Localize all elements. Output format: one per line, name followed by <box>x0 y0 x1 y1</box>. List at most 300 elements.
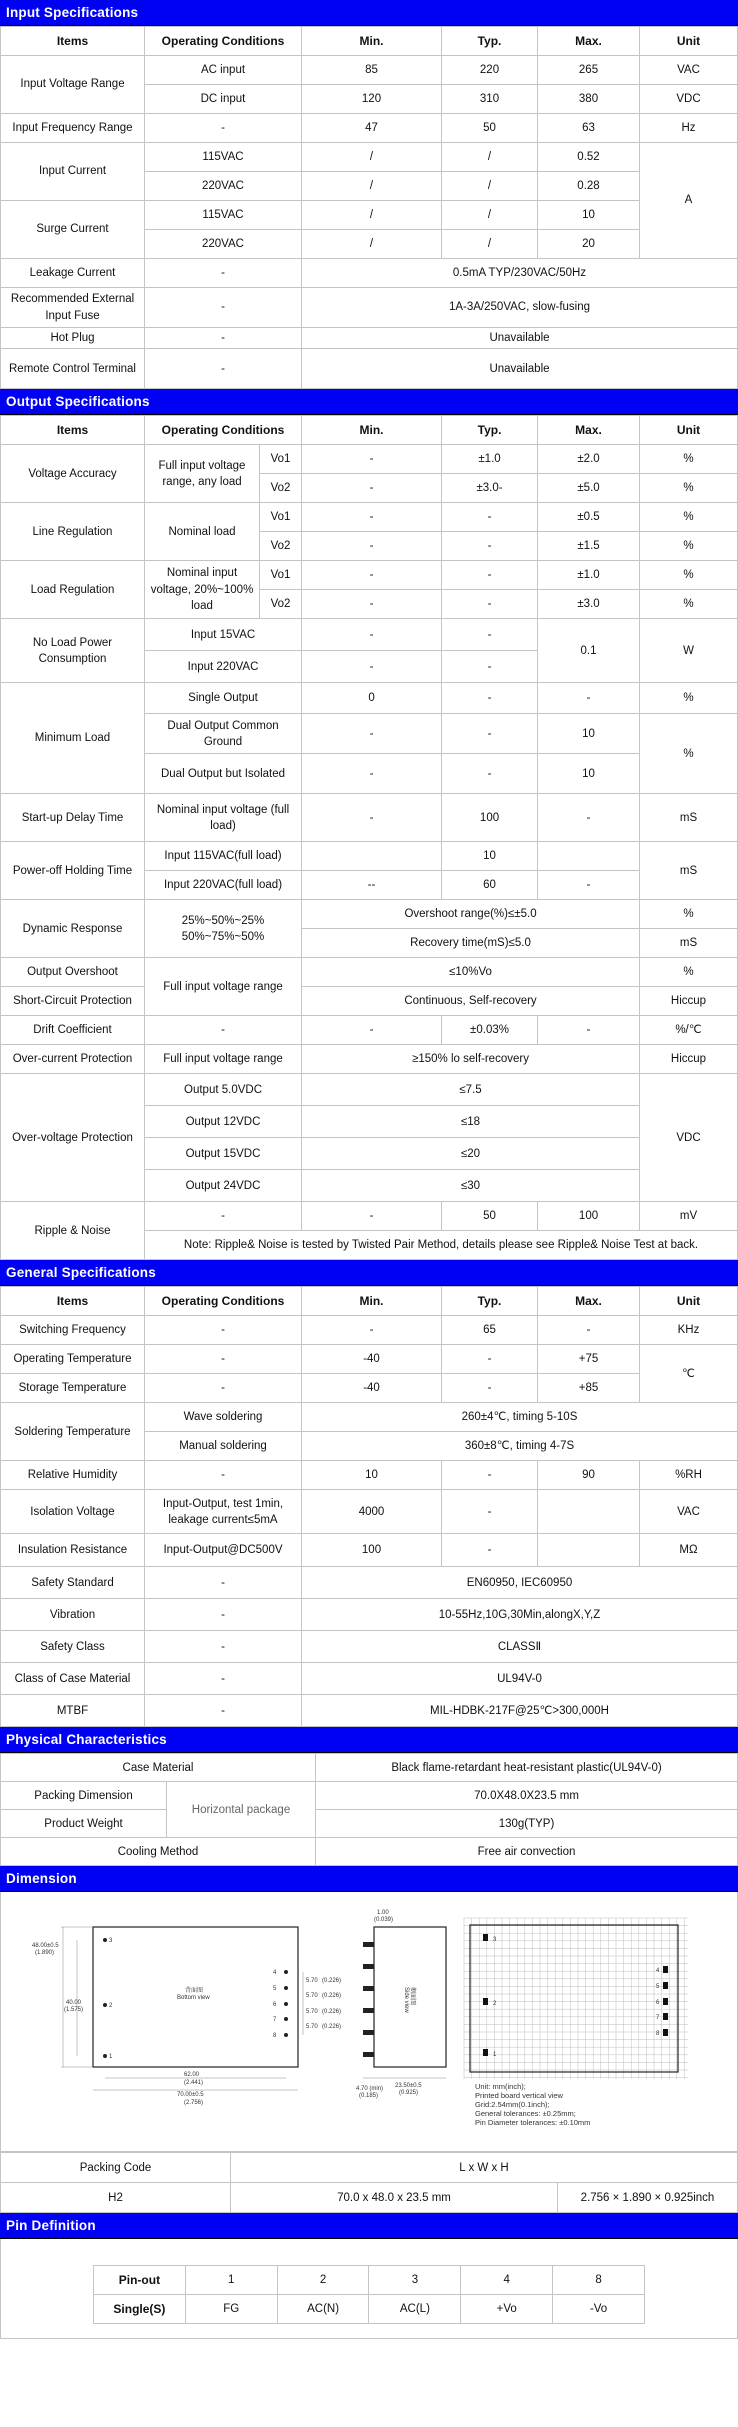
size-inch: 2.756 × 1.890 × 0.925inch <box>558 2183 738 2213</box>
svg-text:6: 6 <box>273 2002 277 2009</box>
dim-depth: 23.50±0.5 <box>395 2083 422 2090</box>
typ: - <box>442 754 538 794</box>
max: - <box>538 794 640 842</box>
unit: VDC <box>640 85 738 114</box>
unit: ℃ <box>640 1345 738 1403</box>
item-short-circuit: Short-Circuit Protection <box>1 987 145 1016</box>
cond: - <box>145 1316 302 1345</box>
item-holding-time: Power-off Holding Time <box>1 842 145 900</box>
unit: mS <box>640 842 738 900</box>
item-soldering-temperature: Soldering Temperature <box>1 1403 145 1461</box>
sub: Vo2 <box>260 532 302 561</box>
col-unit: Unit <box>640 27 738 56</box>
sub: Vo2 <box>260 474 302 503</box>
dim-pin-length: 4.70 (min) <box>356 2086 384 2093</box>
col-min: Min. <box>302 27 442 56</box>
item-minimum-load: Minimum Load <box>1 683 145 794</box>
item-voltage-range: Input Voltage Range <box>1 56 145 114</box>
cond: Dual Output Common Ground <box>145 714 302 754</box>
dim-pitch: 5.70 <box>306 1993 318 2000</box>
cond: Nominal input voltage, 20%~100% load <box>145 561 260 619</box>
note-tolerance: General tolerances: ±0.25mm; <box>475 2109 576 2119</box>
package-type: Horizontal package <box>167 1782 316 1838</box>
max: - <box>538 871 640 900</box>
min: -40 <box>302 1374 442 1403</box>
typ: 100 <box>442 794 538 842</box>
unit: mS <box>640 929 738 958</box>
cond: Input 220VAC(full load) <box>145 871 302 900</box>
unit: % <box>640 683 738 714</box>
unit: %/℃ <box>640 1016 738 1045</box>
typ: - <box>442 1461 538 1490</box>
min: 47 <box>302 114 442 143</box>
max: 0.1 <box>538 619 640 683</box>
unit: VAC <box>640 1490 738 1534</box>
typ: ±3.0- <box>442 474 538 503</box>
cond: - <box>145 1631 302 1663</box>
min: -40 <box>302 1345 442 1374</box>
dimension-drawing <box>0 1892 738 2152</box>
sub: Vo1 <box>260 503 302 532</box>
item-switching-frequency: Switching Frequency <box>1 1316 145 1345</box>
value: 360±8℃, timing 4-7S <box>302 1432 738 1461</box>
col-conditions: Operating Conditions <box>145 1287 302 1316</box>
max: ±2.0 <box>538 445 640 474</box>
input-spec-table <box>0 26 738 389</box>
dim-pin-dia: 1.00 <box>377 1910 389 1917</box>
col-min: Min. <box>302 416 442 445</box>
typ: - <box>442 532 538 561</box>
value: ≤20 <box>302 1138 640 1170</box>
svg-text:6: 6 <box>656 2000 660 2007</box>
cond: Nominal input voltage (full load) <box>145 794 302 842</box>
cond: 220VAC <box>145 230 302 259</box>
max: ±5.0 <box>538 474 640 503</box>
cond: Single Output <box>145 683 302 714</box>
value: Unavailable <box>302 349 738 389</box>
unit: Hz <box>640 114 738 143</box>
sub: Vo2 <box>260 590 302 619</box>
col-typ: Typ. <box>442 27 538 56</box>
max: - <box>538 683 640 714</box>
typ: 60 <box>442 871 538 900</box>
col-max: Max. <box>538 1287 640 1316</box>
item-case-material-class: Class of Case Material <box>1 1663 145 1695</box>
physical-table <box>0 1753 738 1866</box>
item-ripple-noise: Ripple & Noise <box>1 1202 145 1260</box>
pin-definition-header: Pin Definition <box>0 2213 738 2239</box>
cond: 115VAC <box>145 143 302 172</box>
back-label: 背面图 <box>185 1988 204 1995</box>
cond: - <box>145 328 302 349</box>
pin-definition-panel <box>0 2239 738 2339</box>
min: 4000 <box>302 1490 442 1534</box>
pin-function: AC(N) <box>277 2295 369 2324</box>
min: 85 <box>302 56 442 85</box>
lwh-label: L x W x H <box>231 2153 738 2183</box>
pin-number: 3 <box>369 2266 461 2295</box>
bottom-view-drawing <box>32 1927 341 2106</box>
unit: %RH <box>640 1461 738 1490</box>
max: 0.28 <box>538 172 640 201</box>
unit: % <box>640 532 738 561</box>
cond: - <box>145 259 302 288</box>
svg-text:2: 2 <box>109 2003 113 2010</box>
dim-pin-dia-inch: (0.039) <box>374 1917 394 1924</box>
min: - <box>302 445 442 474</box>
min: - <box>302 651 442 683</box>
col-items: Items <box>1 416 145 445</box>
cond: - <box>145 1599 302 1631</box>
pin-table <box>93 2265 645 2324</box>
cond: - <box>145 1663 302 1695</box>
min <box>302 842 442 871</box>
cond: Full input voltage range <box>145 958 302 1016</box>
max <box>538 842 640 871</box>
value: Unavailable <box>302 328 738 349</box>
svg-text:4: 4 <box>273 1970 277 1977</box>
typ: / <box>442 230 538 259</box>
item-insulation-resistance: Insulation Resistance <box>1 1534 145 1567</box>
item-input-current: Input Current <box>1 143 145 201</box>
cond: Wave soldering <box>145 1403 302 1432</box>
svg-text:8: 8 <box>656 2031 660 2038</box>
unit: mS <box>640 794 738 842</box>
cond: Input 220VAC <box>145 651 302 683</box>
min: -- <box>302 871 442 900</box>
output-spec-header: Output Specifications <box>0 389 738 415</box>
unit: MΩ <box>640 1534 738 1567</box>
value: UL94V-0 <box>302 1663 738 1695</box>
cond: AC input <box>145 56 302 85</box>
item-voltage-accuracy: Voltage Accuracy <box>1 445 145 503</box>
min: / <box>302 172 442 201</box>
note-grid: Grid:2.54mm(0.1inch); <box>475 2100 550 2110</box>
size-mm: 70.0 x 48.0 x 23.5 mm <box>231 2183 558 2213</box>
cond: Input-Output@DC500V <box>145 1534 302 1567</box>
pin-function: FG <box>185 2295 277 2324</box>
dim-pin-span: 40.00 <box>66 2000 82 2007</box>
item-safety-standard: Safety Standard <box>1 1567 145 1599</box>
bottom-view-label: Bottom view <box>177 1995 210 2002</box>
dim-pitch-inch: (0.226) <box>322 1978 342 1985</box>
max: ±1.5 <box>538 532 640 561</box>
min: - <box>302 1016 442 1045</box>
pin-number: 4 <box>461 2266 553 2295</box>
unit: Hiccup <box>640 987 738 1016</box>
min: - <box>302 619 442 651</box>
max: 10 <box>538 714 640 754</box>
svg-text:4: 4 <box>656 1968 660 1975</box>
dim-pitch-inch: (0.226) <box>322 2009 342 2016</box>
cond: Manual soldering <box>145 1432 302 1461</box>
svg-text:5: 5 <box>273 1986 277 1993</box>
min: - <box>302 754 442 794</box>
typ: - <box>442 1374 538 1403</box>
cond: Full input voltage range, any load <box>145 445 260 503</box>
pin-number: 1 <box>185 2266 277 2295</box>
max: +85 <box>538 1374 640 1403</box>
dim-pin-length-inch: (0.185) <box>359 2093 379 2100</box>
max: 380 <box>538 85 640 114</box>
min: - <box>302 714 442 754</box>
min: - <box>302 590 442 619</box>
cond: - <box>145 1567 302 1599</box>
pin-function: +Vo <box>461 2295 553 2324</box>
value: 130g(TYP) <box>316 1810 738 1838</box>
unit: VAC <box>640 56 738 85</box>
cond: 25%~50%~25% 50%~75%~50% <box>145 900 302 958</box>
cond: - <box>145 1202 302 1231</box>
dim-pitch: 5.70 <box>306 2009 318 2016</box>
cond: - <box>145 114 302 143</box>
max: ±1.0 <box>538 561 640 590</box>
item-leakage: Leakage Current <box>1 259 145 288</box>
value: Black flame-retardant heat-resistant plastic(UL94V-0) <box>316 1754 738 1782</box>
value: ≤10%Vo <box>302 958 640 987</box>
unit: Hiccup <box>640 1045 738 1074</box>
unit: W <box>640 619 738 683</box>
side-view-label: Side view <box>403 1987 409 2013</box>
cond: Dual Output but Isolated <box>145 754 302 794</box>
cond: Input-Output, test 1min, leakage current≤5mA <box>145 1490 302 1534</box>
max: 0.52 <box>538 143 640 172</box>
pcb-layout-drawing <box>464 1918 688 2127</box>
cond: - <box>145 1695 302 1727</box>
max: 63 <box>538 114 640 143</box>
item-vibration: Vibration <box>1 1599 145 1631</box>
value: Overshoot range(%)≤±5.0 <box>302 900 640 929</box>
min: - <box>302 1202 442 1231</box>
value: 70.0X48.0X23.5 mm <box>316 1782 738 1810</box>
unit: % <box>640 590 738 619</box>
max <box>538 1534 640 1567</box>
item-hot-plug: Hot Plug <box>1 328 145 349</box>
col-max: Max. <box>538 416 640 445</box>
typ: 220 <box>442 56 538 85</box>
value: 1A-3A/250VAC, slow-fusing <box>302 288 738 328</box>
dim-length: 70.00±0.5 <box>177 2092 204 2099</box>
value: ≤30 <box>302 1170 640 1202</box>
unit: KHz <box>640 1316 738 1345</box>
value: ≤7.5 <box>302 1074 640 1106</box>
min: 100 <box>302 1534 442 1567</box>
min: / <box>302 201 442 230</box>
sub: Vo1 <box>260 445 302 474</box>
item-safety-class: Safety Class <box>1 1631 145 1663</box>
cond: Output 15VDC <box>145 1138 302 1170</box>
dim-depth-inch: (0.925) <box>399 2090 419 2097</box>
value: ≥150% lo self-recovery <box>302 1045 640 1074</box>
cond: 220VAC <box>145 172 302 201</box>
note-pin-tolerance: Pin Diameter tolerances: ±0.10mm <box>475 2118 591 2128</box>
value: Free air convection <box>316 1838 738 1866</box>
note-view: Printed board vertical view <box>475 2091 563 2101</box>
physical-header: Physical Characteristics <box>0 1727 738 1753</box>
max: - <box>538 1316 640 1345</box>
item-storage-temperature: Storage Temperature <box>1 1374 145 1403</box>
cond: Input 15VAC <box>145 619 302 651</box>
cond: Output 5.0VDC <box>145 1074 302 1106</box>
col-items: Items <box>1 1287 145 1316</box>
svg-text:3: 3 <box>109 1938 113 1945</box>
dimension-header: Dimension <box>0 1866 738 1892</box>
svg-text:5: 5 <box>656 1984 660 1991</box>
svg-text:1: 1 <box>493 2052 497 2059</box>
unit: % <box>640 958 738 987</box>
col-min: Min. <box>302 1287 442 1316</box>
max: ±3.0 <box>538 590 640 619</box>
col-unit: Unit <box>640 1287 738 1316</box>
typ: - <box>442 1345 538 1374</box>
col-typ: Typ. <box>442 1287 538 1316</box>
item-dynamic-response: Dynamic Response <box>1 900 145 958</box>
item-packing-dimension: Packing Dimension <box>1 1782 167 1810</box>
typ: - <box>442 619 538 651</box>
typ: ±0.03% <box>442 1016 538 1045</box>
cond: DC input <box>145 85 302 114</box>
cond: - <box>145 1345 302 1374</box>
typ: - <box>442 561 538 590</box>
item-over-voltage: Over-voltage Protection <box>1 1074 145 1202</box>
unit: mV <box>640 1202 738 1231</box>
max: 90 <box>538 1461 640 1490</box>
output-spec-table <box>0 415 738 1260</box>
dim-pitch-inch: (0.226) <box>322 2024 342 2031</box>
max: 265 <box>538 56 640 85</box>
pin-function: -Vo <box>553 2295 645 2324</box>
max: 100 <box>538 1202 640 1231</box>
ripple-note: Note: Ripple& Noise is tested by Twisted Pair Method, details please see Ripple& Noise Test at back. <box>145 1231 738 1260</box>
value: 0.5mA TYP/230VAC/50Hz <box>302 259 738 288</box>
pin-number: 2 <box>277 2266 369 2295</box>
col-unit: Unit <box>640 416 738 445</box>
cond: - <box>145 288 302 328</box>
col-conditions: Operating Conditions <box>145 416 302 445</box>
typ: - <box>442 590 538 619</box>
value: EN60950, IEC60950 <box>302 1567 738 1599</box>
typ: - <box>442 1490 538 1534</box>
min: - <box>302 503 442 532</box>
dim-pitch-inch: (0.226) <box>322 1993 342 2000</box>
cond: - <box>145 1374 302 1403</box>
cond: Output 24VDC <box>145 1170 302 1202</box>
cond: Full input voltage range <box>145 1045 302 1074</box>
side-label: 侧面图 <box>409 1987 415 2006</box>
item-fuse: Recommended External Input Fuse <box>1 288 145 328</box>
max <box>538 1490 640 1534</box>
dim-pin-width-inch: (2.441) <box>184 2080 204 2087</box>
value: CLASSⅡ <box>302 1631 738 1663</box>
unit: % <box>640 561 738 590</box>
dim-height: 48.00±0.5 <box>32 1943 59 1950</box>
value: ≤18 <box>302 1106 640 1138</box>
value: MIL-HDBK-217F@25℃>300,000H <box>302 1695 738 1727</box>
pinout-label: Pin-out <box>94 2266 186 2295</box>
unit: % <box>640 503 738 532</box>
typ: - <box>442 683 538 714</box>
side-view-drawing <box>356 1910 446 2099</box>
typ: - <box>442 651 538 683</box>
cond: 115VAC <box>145 201 302 230</box>
item-surge-current: Surge Current <box>1 201 145 259</box>
item-frequency-range: Input Frequency Range <box>1 114 145 143</box>
typ: 50 <box>442 114 538 143</box>
min: - <box>302 561 442 590</box>
unit: % <box>640 714 738 794</box>
dim-length-inch: (2.756) <box>184 2100 204 2107</box>
typ: - <box>442 1534 538 1567</box>
item-line-regulation: Line Regulation <box>1 503 145 561</box>
item-humidity: Relative Humidity <box>1 1461 145 1490</box>
unit: % <box>640 474 738 503</box>
typ: 65 <box>442 1316 538 1345</box>
note-unit: Unit: mm(inch); <box>475 2082 526 2092</box>
typ: 310 <box>442 85 538 114</box>
svg-text:2: 2 <box>493 2001 497 2008</box>
dim-pitch: 5.70 <box>306 2024 318 2031</box>
svg-text:8: 8 <box>273 2033 277 2040</box>
value: Continuous, Self-recovery <box>302 987 640 1016</box>
cond: Input 115VAC(full load) <box>145 842 302 871</box>
svg-text:1: 1 <box>109 2054 113 2061</box>
min: 120 <box>302 85 442 114</box>
unit: A <box>640 143 738 259</box>
pin-function: AC(L) <box>369 2295 461 2324</box>
general-spec-header: General Specifications <box>0 1260 738 1286</box>
dim-pitch: 5.70 <box>306 1978 318 1985</box>
typ: / <box>442 201 538 230</box>
item-no-load-power: No Load Power Consumption <box>1 619 145 683</box>
svg-text:7: 7 <box>273 2017 277 2024</box>
input-spec-header: Input Specifications <box>0 0 738 26</box>
min: - <box>302 474 442 503</box>
min: / <box>302 143 442 172</box>
min: - <box>302 1316 442 1345</box>
svg-text:3: 3 <box>493 1937 497 1944</box>
item-remote-control: Remote Control Terminal <box>1 349 145 389</box>
packing-code-value: H2 <box>1 2183 231 2213</box>
value: 10-55Hz,10G,30Min,alongX,Y,Z <box>302 1599 738 1631</box>
item-isolation-voltage: Isolation Voltage <box>1 1490 145 1534</box>
item-overshoot: Output Overshoot <box>1 958 145 987</box>
sub: Vo1 <box>260 561 302 590</box>
col-max: Max. <box>538 27 640 56</box>
svg-text:7: 7 <box>656 2015 660 2022</box>
min: 0 <box>302 683 442 714</box>
cond: - <box>145 1461 302 1490</box>
dim-height-inch: (1.890) <box>35 1950 55 1957</box>
max: 20 <box>538 230 640 259</box>
packing-code-label: Packing Code <box>1 2153 231 2183</box>
packing-code-table <box>0 2152 738 2213</box>
cond: - <box>145 1016 302 1045</box>
typ: 50 <box>442 1202 538 1231</box>
item-product-weight: Product Weight <box>1 1810 167 1838</box>
typ: - <box>442 714 538 754</box>
typ: ±1.0 <box>442 445 538 474</box>
typ: 10 <box>442 842 538 871</box>
item-over-current: Over-current Protection <box>1 1045 145 1074</box>
max: 10 <box>538 754 640 794</box>
min: 10 <box>302 1461 442 1490</box>
item-case-material: Case Material <box>1 1754 316 1782</box>
min: - <box>302 794 442 842</box>
typ: / <box>442 143 538 172</box>
pin-number: 8 <box>553 2266 645 2295</box>
typ: / <box>442 172 538 201</box>
min: / <box>302 230 442 259</box>
